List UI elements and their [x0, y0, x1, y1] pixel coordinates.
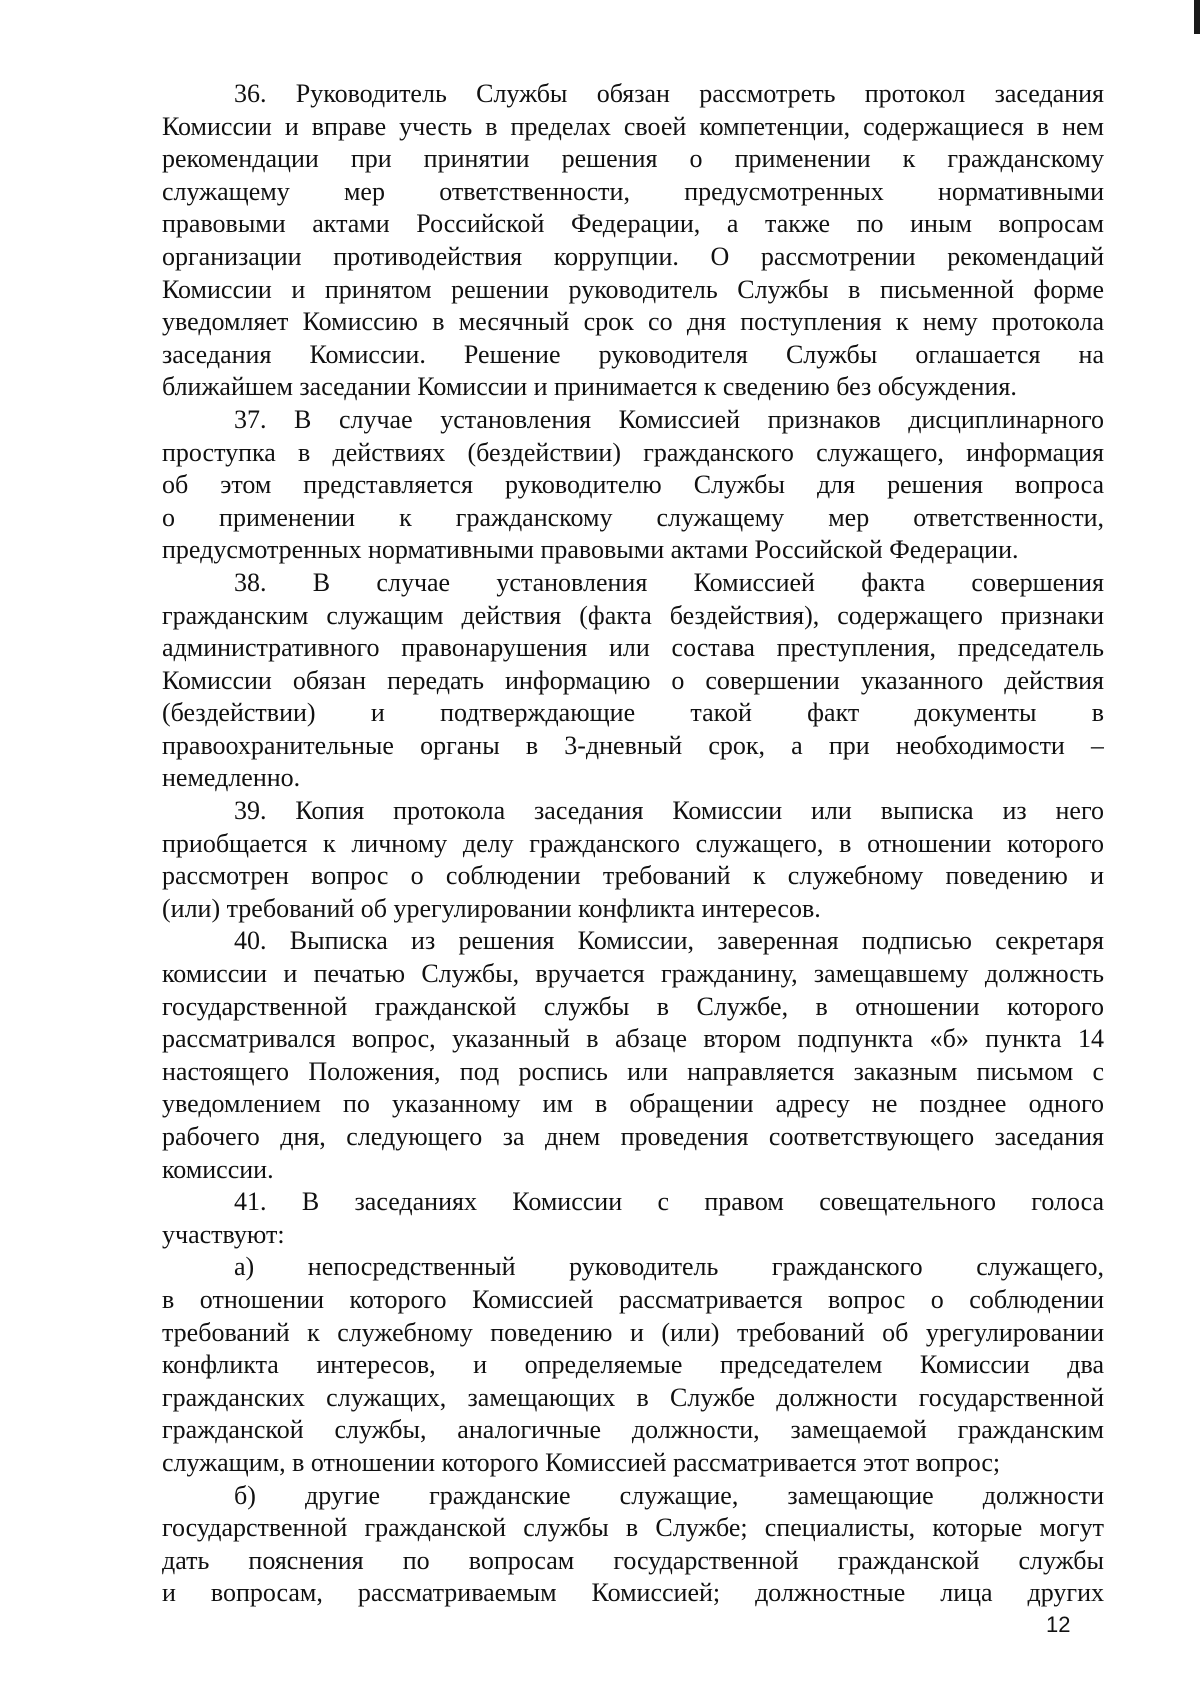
document-body [162, 78, 1104, 1610]
text-line: (бездействии) и подтверждающие такой факт документы в [162, 698, 1104, 728]
text-line: государственной гражданской службы в Службе, в отношении которого [162, 991, 1104, 1021]
text-line: 37. В случае установления Комиссией признаков дисциплинарного [234, 404, 1104, 434]
text-line: проступка в действиях (бездействии) гражданского служащего, информация [162, 437, 1104, 467]
text-line: в отношении которого Комиссией рассматривается вопрос о соблюдении [162, 1284, 1104, 1314]
text-line: предусмотренных нормативными правовыми актами Российской Федерации. [162, 535, 1019, 565]
text-line: 41. В заседаниях Комиссии с правом совещательного голоса [234, 1187, 1104, 1217]
text-line: 36. Руководитель Службы обязан рассмотреть протокол заседания [234, 79, 1104, 108]
text-line: дать пояснения по вопросам государственной гражданской службы [162, 1545, 1104, 1575]
text-line: гражданской службы, аналогичные должности, замещаемой гражданским [162, 1415, 1104, 1445]
text-line: требований к служебному поведению и (или) требований об урегулировании [162, 1317, 1104, 1347]
text-line: рассматривался вопрос, указанный в абзаце втором подпункта «б» пункта 14 [162, 1024, 1104, 1054]
text-line: ближайшем заседании Комиссии и принимается к сведению без обсуждения. [162, 372, 1017, 402]
text-line: уведомлением по указанному им в обращении адресу не позднее одного [162, 1089, 1104, 1119]
text-line: 39. Копия протокола заседания Комиссии или выписка из него [234, 796, 1104, 826]
text-line: рассмотрен вопрос о соблюдении требований к служебному поведению и [162, 861, 1104, 891]
text-line: служащим, в отношении которого Комиссией рассматривается этот вопрос; [162, 1447, 1001, 1477]
text-line: 38. В случае установления Комиссией факта совершения [234, 567, 1104, 597]
text-line: служащему мер ответственности, предусмотренных нормативными [162, 176, 1104, 206]
text-line: рекомендации при принятии решения о применении к гражданскому [162, 144, 1104, 174]
text-line: организации противодействия коррупции. О рассмотрении рекомендаций [162, 241, 1104, 271]
text-line: правовыми актами Российской Федерации, а также по иным вопросам [162, 209, 1104, 239]
text-line: (или) требований об урегулировании конфликта интересов. [162, 893, 821, 923]
text-line: уведомляет Комиссию в месячный срок со дня поступления к нему протокола [162, 307, 1104, 337]
text-line: комиссии. [162, 1154, 274, 1184]
text-line: государственной гражданской службы в Службе; специалисты, которые могут [162, 1513, 1104, 1543]
text-line: немедленно. [162, 763, 301, 793]
text-line: настоящего Положения, под роспись или направляется заказным письмом с [162, 1056, 1104, 1086]
text-line: а) непосредственный руководитель гражданского служащего, [234, 1252, 1104, 1282]
page-number: 12 [1046, 1612, 1071, 1637]
text-line: о применении к гражданскому служащему мер ответственности, [162, 502, 1104, 532]
text-line: приобщается к личному делу гражданского служащего, в отношении которого [162, 828, 1104, 858]
text-line: конфликта интересов, и определяемые председателем Комиссии два [162, 1350, 1104, 1380]
text-line: Комиссии и вправе учесть в пределах своей компетенции, содержащиеся в нем [162, 111, 1104, 141]
text-line: 40. Выписка из решения Комиссии, заверенная подписью секретаря [234, 926, 1104, 956]
text-line: административного правонарушения или состава преступления, председатель [162, 633, 1104, 663]
text-line: правоохранительные органы в 3-дневный срок, а при необходимости – [162, 730, 1104, 760]
text-line: гражданским служащим действия (факта бездействия), содержащего признаки [162, 600, 1104, 630]
text-line: Комиссии обязан передать информацию о совершении указанного действия [162, 665, 1104, 695]
text-line: рабочего дня, следующего за днем проведения соответствующего заседания [162, 1122, 1104, 1151]
text-line: и вопросам, рассматриваемым Комиссией; должностные лица других [162, 1578, 1104, 1608]
text-line: гражданских служащих, замещающих в Службе должности государственной [162, 1382, 1104, 1412]
text-line: комиссии и печатью Службы, вручается гражданину, замещавшему должность [162, 959, 1104, 989]
text-line: б) другие гражданские служащие, замещающие должности [234, 1480, 1104, 1510]
text-line: Комиссии и принятом решении руководитель Службы в письменной форме [162, 274, 1104, 304]
text-line: заседания Комиссии. Решение руководителя Службы оглашается на [162, 339, 1104, 369]
text-line: участвуют: [162, 1219, 285, 1249]
scan-edge-mark [1194, 0, 1200, 34]
text-line: об этом представляется руководителю Службы для решения вопроса [162, 470, 1104, 500]
